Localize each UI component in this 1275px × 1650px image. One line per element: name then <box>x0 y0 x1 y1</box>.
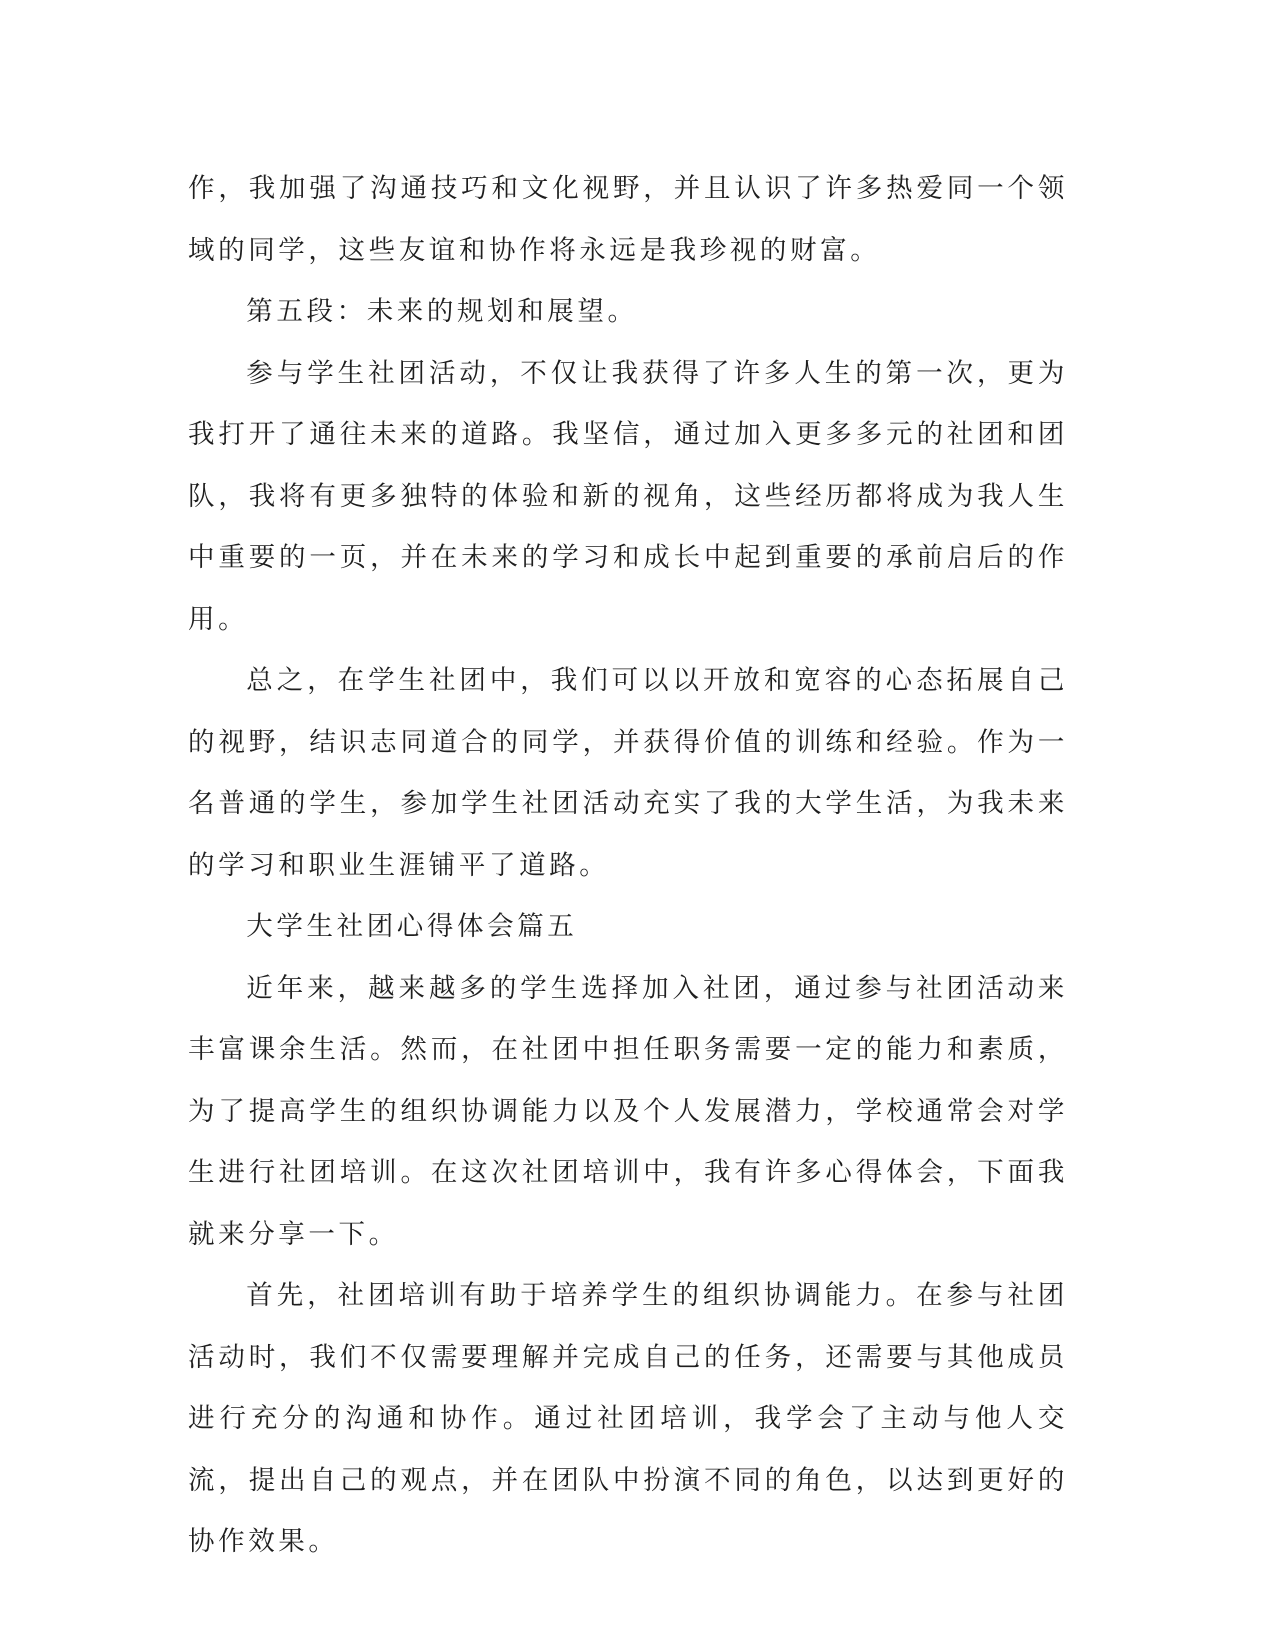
paragraph-intro: 近年来，越来越多的学生选择加入社团，通过参与社团活动来丰富课余生活。然而，在社团中担任职务需要一定的能力和素质，为了提高学生的组织协调能力以及个人发展潜力，学校通常会对学生进行社团培训。在这次社团培训中，我有许多心得体会，下面我就来分享一下。 <box>188 972 1068 1250</box>
paragraph-continuation: 作，我加强了沟通技巧和文化视野，并且认识了许多热爱同一个领域的同学，这些友谊和协作将永远是我珍视的财富。 <box>188 173 1068 266</box>
paragraph-conclusion: 总之，在学生社团中，我们可以以开放和宽容的心态拓展自己的视野，结识志同道合的同学，并获得价值的训练和经验。作为一名普通的学生，参加学生社团活动充实了我的大学生活，为我未来的学习和职业生涯铺平了道路。 <box>188 665 1068 881</box>
document-body <box>188 158 1068 1573</box>
paragraph-future-plans: 参与学生社团活动，不仅让我获得了许多人生的第一次，更为我打开了通往未来的道路。我坚信，通过加入更多多元的社团和团队，我将有更多独特的体验和新的视角，这些经历都将成为我人生中重要的一页，并在未来的学习和成长中起到重要的承前启后的作用。 <box>188 357 1068 635</box>
article-title: 大学生社团心得体会篇五 <box>246 911 578 942</box>
paragraph-first-point: 首先，社团培训有助于培养学生的组织协调能力。在参与社团活动时，我们不仅需要理解并完成自己的任务，还需要与其他成员进行充分的沟通和协作。通过社团培训，我学会了主动与他人交流，提出自己的观点，并在团队中扮演不同的角色，以达到更好的协作效果。 <box>188 1280 1068 1557</box>
section-heading-part-five: 第五段：未来的规划和展望。 <box>246 296 638 327</box>
